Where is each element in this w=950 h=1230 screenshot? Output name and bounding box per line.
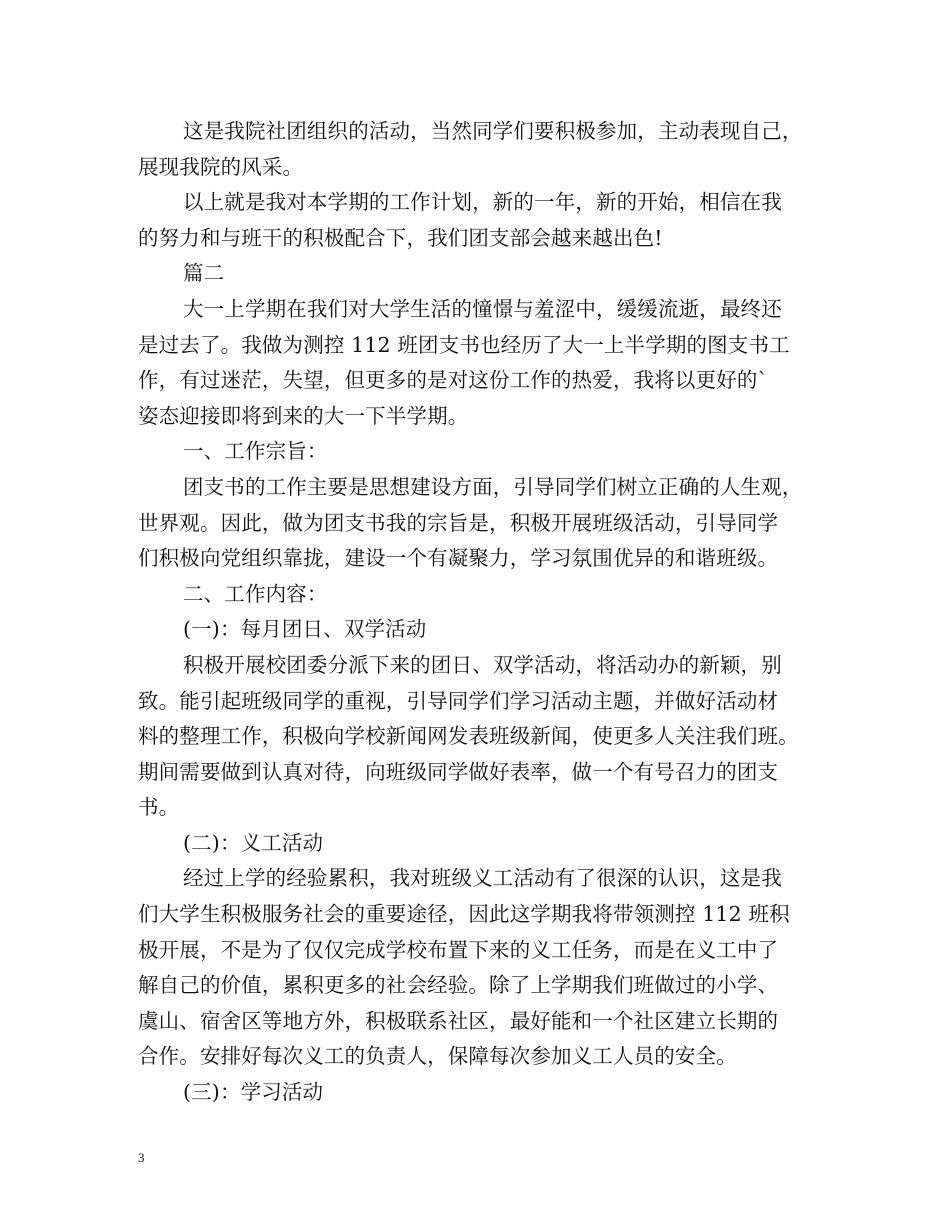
text-line: 这是我院社团组织的活动，当然同学们要积极参加，主动表现自己， [183,119,803,143]
text-line: 团支书的工作主要是思想建设方面，引导同学们树立正确的人生观， [183,474,803,499]
text-line: 姿态迎接即将到来的大一下半学期。 [138,403,469,428]
text-line: 积极开展校团委分派下来的团日、双学活动，将活动办的新颖，别 [183,652,782,677]
text-line: 合作。安排好每次义工的负责人，保障每次参加义工人员的安全。 [138,1044,737,1069]
text-line: 是过去了。我做为测控 112 班团支书也经历了大一上半学期的图支书工 [138,332,790,357]
text-line: 世界观。因此，做为团支书我的宗旨是，积极开展班级活动，引导同学 [138,510,779,535]
text-line: 一、工作宗旨： [183,439,328,464]
document-body [138,114,820,1111]
text-line: 大一上学期在我们对大学生活的憧憬与羞涩中，缓缓流逝，最终还 [183,296,782,321]
text-line: 们积极向党组织靠拢，建设一个有凝聚力，学习氛围优异的和谐班级。 [138,546,779,571]
text-line: (一)：每月团日、双学活动 [183,617,427,642]
text-line: 书。 [138,795,180,820]
text-line: 作，有过迷茫，失望，但更多的是对这份工作的热爱，我将以更好的` [138,368,768,393]
text-line: 虞山、宿舍区等地方外，积极联系社区，最好能和一个社区建立长期的 [138,1008,779,1033]
text-line: 展现我院的风采。 [138,154,304,179]
text-line: 解自己的价值，累积更多的社会经验。除了上学期我们班做过的小学、 [138,973,779,998]
text-line: 二、工作内容： [183,581,328,606]
text-line: 们大学生积极服务社会的重要途径，因此这学期我将带领测控 112 班积 [138,902,790,927]
text-line: 篇二 [183,261,225,286]
text-line: 料的整理工作，积极向学校新闻网发表班级新闻，使更多人关注我们班。 [138,724,799,749]
text-line: (二)：义工活动 [183,830,324,855]
text-line: (三)：学习活动 [183,1080,324,1105]
text-line: 致。能引起班级同学的重视，引导同学们学习活动主题，并做好活动材 [138,688,779,713]
text-line: 以上就是我对本学期的工作计划，新的一年，新的开始，相信在我 [183,190,782,215]
text-line: 期间需要做到认真对待，向班级同学做好表率，做一个有号召力的团支 [138,759,779,784]
page-number: 3 [138,1150,145,1165]
text-line: 经过上学的经验累积，我对班级义工活动有了很深的认识，这是我 [183,866,782,891]
text-line: 极开展，不是为了仅仅完成学校布置下来的义工任务，而是在义工中了 [138,937,779,962]
text-line: 的努力和与班干的积极配合下，我们团支部会越来越出色! [138,225,663,250]
